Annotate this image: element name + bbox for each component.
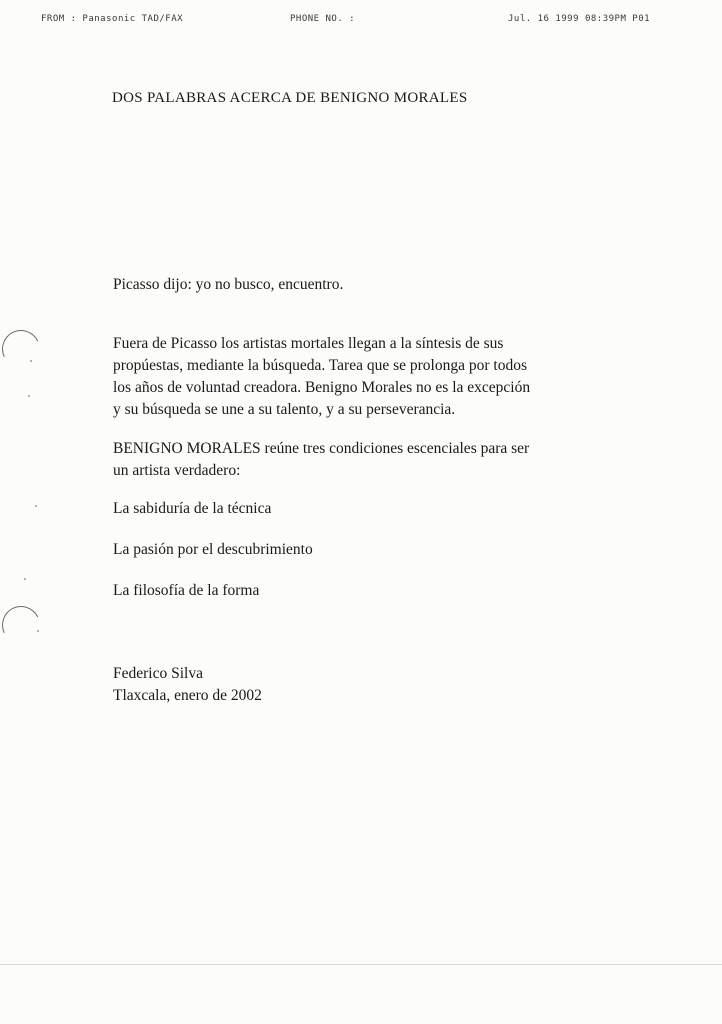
paragraph-line: un artista verdadero: <box>113 462 241 479</box>
paragraph-intro <box>113 333 613 421</box>
signature-place-date: Tlaxcala, enero de 2002 <box>113 687 262 704</box>
fax-header-phone: PHONE NO. : <box>290 14 356 24</box>
document-title: DOS PALABRAS ACERCA DE BENIGNO MORALES <box>112 90 468 106</box>
condition-item <box>113 498 613 520</box>
condition-text: La pasión por el descubrimiento <box>113 541 313 558</box>
paragraph-line: los años de voluntad creadora. Benigno Morales no es la excepción <box>113 379 531 396</box>
condition-item <box>113 539 613 561</box>
scan-speck <box>37 630 39 632</box>
paragraph-line: BENIGNO MORALES reúne tres condiciones escenciales para ser <box>113 440 530 457</box>
quote-line: Picasso dijo: yo no busco, encuentro. <box>113 276 344 293</box>
scan-speck <box>35 505 37 507</box>
paragraph-line: Fuera de Picasso los artistas mortales llegan a la síntesis de sus <box>113 335 504 352</box>
scan-speck <box>24 578 26 580</box>
condition-item <box>113 580 613 602</box>
paragraph-line: propúestas, mediante la búsqueda. Tarea que se prolonga por todos <box>113 357 527 374</box>
condition-text: La filosofía de la forma <box>113 582 260 599</box>
picasso-quote <box>113 274 613 296</box>
signature-name: Federico Silva <box>113 665 203 682</box>
fax-header-from: FROM : Panasonic TAD/FAX <box>41 14 184 24</box>
paragraph-conditions <box>113 438 613 482</box>
signature-block <box>113 663 613 707</box>
punch-hole-mark <box>0 325 45 374</box>
condition-text: La sabiduría de la técnica <box>113 500 272 517</box>
paragraph-line: y su búsqueda se une a su talento, y a su perseverancia. <box>113 401 456 418</box>
scan-speck <box>28 395 30 397</box>
scan-edge-line <box>0 964 722 965</box>
scan-speck <box>30 360 32 362</box>
fax-header-date: Jul. 16 1999 08:39PM P01 <box>508 14 651 24</box>
punch-hole-mark <box>0 601 45 650</box>
